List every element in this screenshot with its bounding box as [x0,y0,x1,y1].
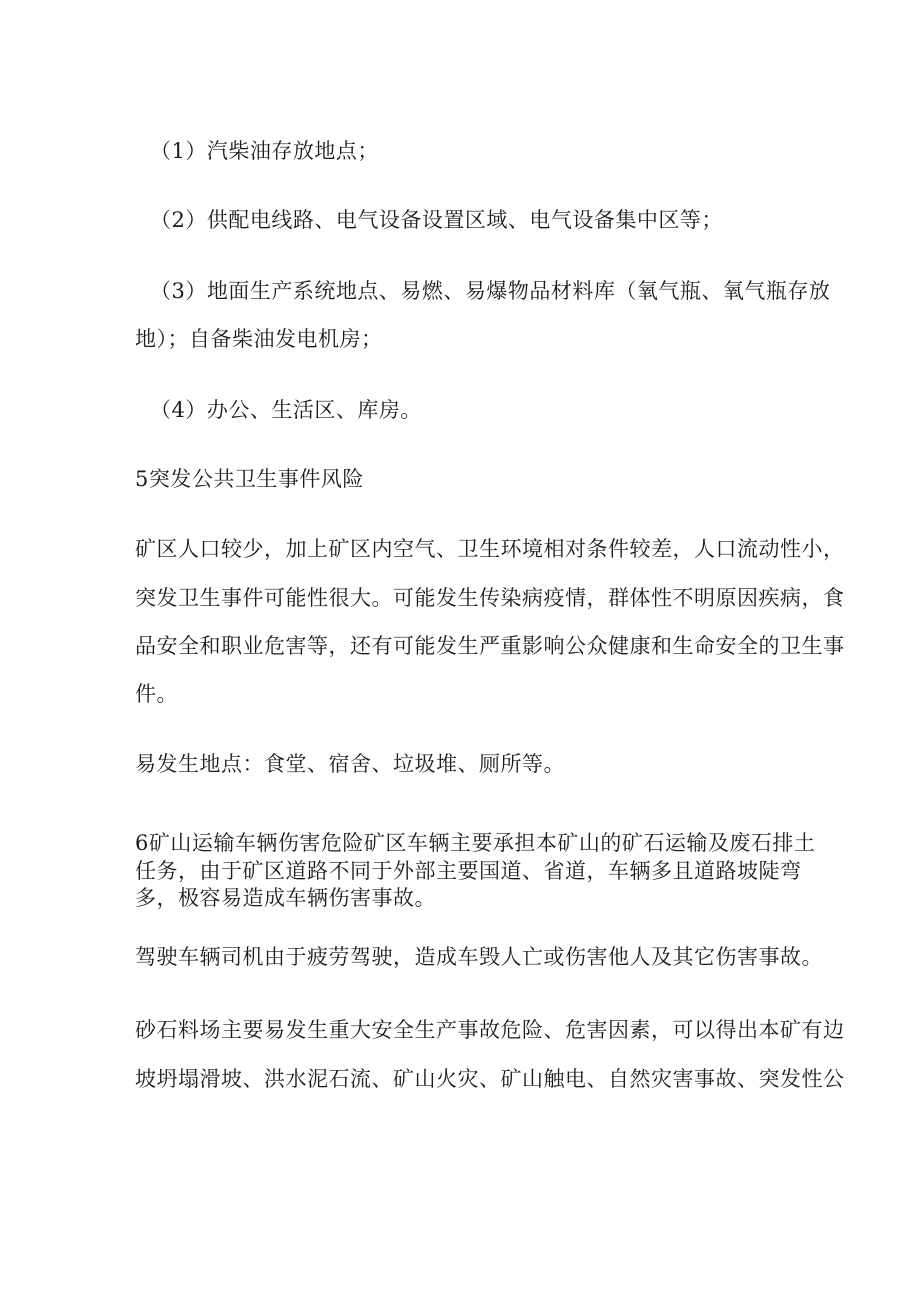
paragraph-line: 突发卫生事件可能性很大。可能发生传染病疫情，群体性不明原因疾病，食 [135,586,845,610]
section-heading-5: 5突发公共卫生事件风险 [135,467,364,491]
paragraph-line: 任务，由于矿区道路不同于外部主要国道、省道，车辆多且道路坡陡弯 [135,859,802,883]
places-line: 易发生地点：食堂、宿舍、垃圾堆、厕所等。 [135,752,565,776]
paragraph-line: 坡坍塌滑坡、洪水泥石流、矿山火灾、矿山触电、自然灾害事故、突发性公 [135,1067,845,1091]
list-item-2: （2）供配电线路、电气设备设置区域、电气设备集中区等； [150,208,723,232]
paragraph-line: 多，极容易造成车辆伤害事故。 [135,886,436,910]
paragraph-line: 矿区人口较少，加上矿区内空气、卫生环境相对条件较差，人口流动性小， [135,537,845,561]
paragraph-line: 砂石料场主要易发生重大安全生产事故危险、危害因素，可以得出本矿有边 [135,1018,845,1042]
driver-line: 驾驶车辆司机由于疲劳驾驶，造成车毁人亡或伤害他人及其它伤害事故。 [135,945,823,969]
list-item-1: （1）汽柴油存放地点； [150,139,379,163]
paragraph-line: 品安全和职业危害等，还有可能发生严重影响公众健康和生命安全的卫生事 [135,634,845,658]
paragraph-line: 件。 [135,682,178,706]
list-item-3: （3）地面生产系统地点、易燃、易爆物品材料库（氧气瓶、氧气瓶存放 [150,279,831,303]
paragraph-line: 6矿山运输车辆伤害危险矿区车辆主要承担本矿山的矿石运输及废石排土 [135,831,816,855]
list-item-3-continuation: 地）；自备柴油发电机房； [135,327,383,351]
list-item-4: （4）办公、生活区、库房。 [150,398,422,422]
